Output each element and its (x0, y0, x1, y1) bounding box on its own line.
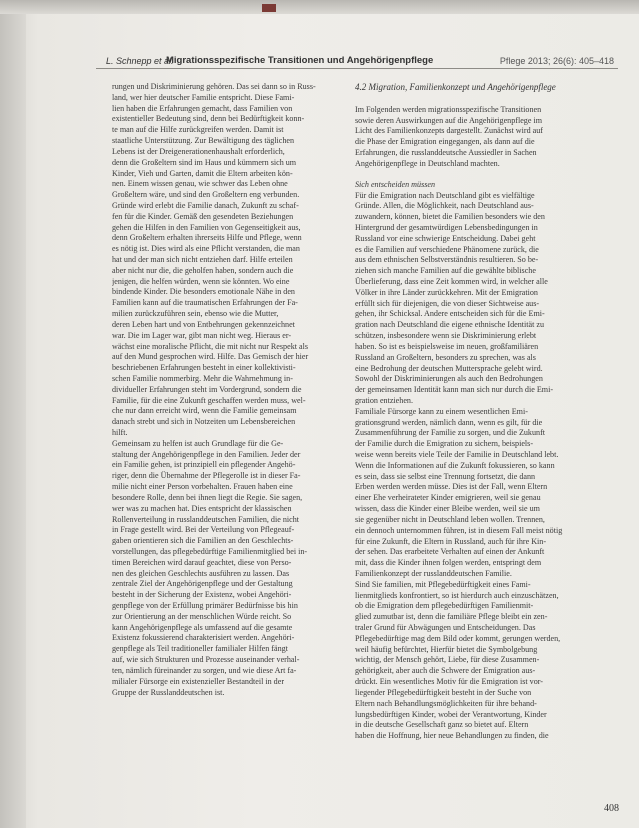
text-line: es sein, dass sie selbst eine Trennung fortsetzt, die dann (355, 471, 536, 481)
text-line: staltung der Angehörigenpflege in den Familien. Jeder der (112, 449, 301, 459)
header-journal: Pflege 2013; 26(6): 405–418 (499, 56, 614, 66)
text-line: Erben werden werden müsse. Dies ist der Fall, wenn Eltern (355, 482, 548, 492)
text-line: fen für die Kinder. Gemäß den gesendeten Beziehungen (112, 211, 294, 221)
text-line: weil häufig befürchtet, Hierfür bietet die Symbolgebung (355, 644, 538, 654)
text-line: drückt. Ein wesentliches Motiv für die Emigration ist vor- (355, 677, 543, 687)
text-line: aber nicht nur die, die geholfen haben, sondern auch die (112, 265, 294, 275)
text-line: Wenn die Informationen auf die Zukunft fokussieren, so kann (355, 460, 555, 470)
text-line: Gründe. Allen, die Möglichkeit, nach Deutschland aus- (355, 201, 534, 211)
text-line: dividueller Erfahrungen steht im Vordergrund, sondern die (112, 384, 302, 394)
text-line: jenigen, die helfen würden, wenn sie könnten. Wo eine (112, 276, 290, 286)
text-line: lienmitglieds konfrontiert, so ist hierdurch auch einzuschätzen, (355, 590, 559, 600)
text-line: es die Familien auf verschiedene Phänomene zurück, die (355, 244, 539, 254)
text-line: besondere Rolle, denn bei ihnen liegt die Regie. Sie sagen, (112, 492, 303, 502)
text-line: Pflegebedürftige mag dem Bild oder kommt, gerungen werden, (355, 633, 561, 643)
text-line: besteht in der Sicherung der Existenz, wobei Angehöri- (112, 590, 292, 600)
text-line: auf, wie sich Strukturen und Prozesse auseinander verhal- (112, 655, 300, 665)
text-line: wichtig, der Mensch gehört, Liebe, für diese Zusammen- (355, 655, 540, 665)
text-line: Gründe wird erlebt die Familie danach, Zukunft zu schaf- (112, 200, 299, 210)
text-line: ein dennoch unternommen führen, ist in diesem Fall meist nötig (355, 525, 563, 535)
page-top-strip (0, 0, 639, 14)
text-line: gehen die Hilfen in den Familien von Gegenseitigkeit aus, (112, 222, 301, 232)
text-line: der sehen. Das erarbeitete Verhalten auf einen der Ankunft (355, 547, 545, 557)
text-line: wächst eine moralische Pflicht, die mit nicht nur Respekt als (112, 341, 309, 351)
text-line: es nötig ist. Dies wird als eine Pflicht verstanden, die man (112, 244, 300, 254)
text-line: mit, dass die Kinder ihnen folgen werden, entspringt dem (355, 558, 542, 568)
text-line: Völker in ihre Länder zurückkehren. Mit der Emigration (355, 287, 538, 297)
text-line: erfüllt sich für diejenigen, die von dieser Sichtweise aus- (355, 298, 540, 308)
text-line: Lebens ist der Dreigenerationenhaushalt erforderlich, (112, 146, 285, 156)
text-line: in Frage gestellt wird. Bei der Verteilung von Pflegeauf- (112, 525, 295, 535)
text-line: eine Bedrohung der deutschen Muttersprache gelebt wird. (355, 363, 543, 373)
section-body (355, 191, 595, 742)
section-intro (355, 105, 595, 170)
text-line: staatliche Unterstützung. Zur Bewältigung des täglichen (112, 136, 295, 146)
text-line: che nur dann erreicht wird, wenn die Familie gemeinsam (112, 406, 297, 416)
text-line: lungsbedürftigen Kinder, wobei der Verantwortung, Kinder (355, 709, 547, 719)
book-binding-shadow (0, 0, 26, 828)
text-line: nen des gleichen Geschlechts ausführen zu lassen. Das (112, 568, 290, 578)
text-line: sowie deren Auswirkungen auf die Angehörigenpflege im (355, 115, 543, 125)
text-line: zur Orientierung an der menschlichen Würde reicht. So (112, 611, 292, 621)
text-line: haben. So ist es beispielsweise im neuen, großfamiliären (355, 341, 539, 351)
text-line: aus dem ethnischen Selbstverständnis resultieren. So be- (355, 255, 539, 265)
text-line: gehen, ihr Schicksal. Andere entscheiden sich für die Emi- (355, 309, 545, 319)
text-line: kann Angehörigenpflege als umfassend auf die gesamte (112, 622, 293, 632)
page-number: 408 (604, 803, 619, 814)
text-line: liegender Pflegebedürftigkeit besteht in der Suche von (355, 687, 532, 697)
text-line: Russland an Großeltern, besonders zu sprechen, was als (355, 352, 536, 362)
text-line: der Familie durch die Emigration zu sichern, beispiels- (355, 439, 534, 449)
text-line: bindende Kinder. Die besonders emotionale Nähe in den (112, 287, 295, 297)
text-line: Familie, für die eine Zukunft geschaffen werden muss, wel- (112, 395, 306, 405)
text-line: riger, denn die Übernahme der Pflegerolle ist in dieser Fa- (112, 471, 301, 481)
text-line: ob die Emigration dem pflegebedürftigen Familienmit- (355, 601, 534, 611)
text-line: der gemeinsamen Identität kann man sich nur durch die Emi- (355, 385, 554, 395)
text-line: denn Großeltern erhalten ihrerseits Hilfe und Pflege, wenn (112, 233, 302, 243)
text-line: Großeltern wäre, und sind den Großeltern eng verbunden. (112, 190, 300, 200)
text-line: Für die Emigration nach Deutschland gibt es vielfältige (355, 190, 535, 200)
header-author: L. Schnepp et al. (106, 56, 174, 66)
bookmark-tab-mark (262, 4, 276, 12)
text-line: milien zurückzuführen sein, ebenso wie die Mutter, (112, 309, 279, 319)
text-line: war. Die im Lager war, gibt man nicht weg. Hieraus er- (112, 330, 292, 340)
text-line: lien haben die Erfahrungen gemacht, dass Familien von (112, 103, 293, 113)
text-line: zuwandern, können, bietet die Familien besonders wie den (355, 212, 545, 222)
text-line: deren Leben hart und von Entbehrungen gekennzeichnet (112, 319, 295, 329)
text-line: Sind Sie familien, mit Pflegebedürftigkeit eines Fami- (355, 579, 531, 589)
text-line: Familien kann auf die traumatischen Erfahrungen der Fa- (112, 298, 298, 308)
text-line: grationsgrund werden, nämlich dann, wenn es gilt, für die (355, 417, 543, 427)
sub-heading: Sich entscheiden müssen (355, 179, 436, 189)
text-line: Erfahrungen, die russlanddeutsche Aussiedler in Sachen (355, 148, 537, 158)
text-line: gehörigkeit, aber auch die Schwere der Emigration aus- (355, 666, 536, 676)
text-line: te man auf die Hilfe zurückgreifen werden. Damit ist (112, 125, 284, 135)
text-line: Familiale Fürsorge kann zu einem wesentlichen Emi- (355, 406, 528, 416)
text-line: timen Bereichen wird darauf geachtet, diese von Perso- (112, 557, 292, 567)
text-line: genpflege als Teil traditioneller familialer Hilfen fängt (112, 644, 288, 654)
text-line: einer Ehe verheirateter Kinder emigrieren, weil sie genau (355, 493, 541, 503)
text-line: hat und der man sich nicht entziehen darf. Hilfe erteilen (112, 255, 293, 264)
text-line: Gruppe der Russlanddeutschen ist. (112, 687, 225, 697)
text-line: zentrale Ziel der Angehörigenpflege und der Gestaltung (112, 579, 293, 589)
text-line: Rollenverteilung in russlanddeutschen Familien, die nicht (112, 514, 300, 524)
text-line: Eltern nach Behandlungsmöglichkeiten für ihre behand- (355, 698, 537, 708)
text-line: glied zumutbar ist, denn die familiäre Pflege bleibt ein zen- (355, 612, 548, 622)
text-line: schützen, insbesondere wenn sie Diskriminierung erlebt (355, 331, 537, 341)
text-line: Im Folgenden werden migrationsspezifische Transitionen (355, 104, 542, 114)
text-line: ten, nämlich füreinander zu sorgen, und wie diese Art fa- (112, 665, 297, 675)
header-title: Migrationsspezifische Transitionen und Angehörigenpflege (166, 55, 434, 66)
text-line: Hintergrund der gesamtwürdigen Lebensbedingungen in (355, 222, 538, 232)
text-line: Russland vor eine schwierige Entscheidung. Dabei geht (355, 233, 536, 243)
right-column (355, 82, 595, 742)
running-header (96, 52, 618, 69)
text-line: denn die Großeltern sind im Haus und kümmern sich um (112, 157, 297, 167)
text-line: Gemeinsam zu helfen ist auch Grundlage für die Ge- (112, 438, 284, 448)
text-line: Existenz fokussierend charakterisiert werden. Angehöri- (112, 633, 295, 643)
text-line: haben die Hoffnung, hier neue Behandlungen zu finden, die (355, 731, 549, 741)
text-line: ziehen sich manche Familien auf die gewählte biblische (355, 266, 536, 276)
text-line: gration entziehen. (355, 395, 413, 405)
text-line: nen. Einem wissen genau, wie schwer das Leben ohne (112, 179, 288, 189)
text-line: gaben orientieren sich die Familien an den Geschlechts- (112, 536, 294, 546)
text-line: land, wer hier deutscher Familie entspricht. Diese Fami- (112, 92, 295, 102)
left-column (112, 82, 347, 698)
text-line: für eine Zukunft, die Eltern in Russland, auch für ihre Kin- (355, 536, 547, 546)
text-line: traler Grund für Abwägungen und Entscheidungen. Das (355, 623, 536, 632)
text-line: vorstellungen, das pflegebedürftige Familienmitglied bei in- (112, 546, 308, 556)
text-line: Familienkonzept der russlanddeutschen Familie. (355, 568, 512, 578)
text-line: Überlieferung, dass eine Zeit kommen wird, in welcher alle (355, 277, 548, 286)
text-line: in die deutsche Gesellschaft ganz so bietet auf. Eltern (355, 720, 529, 730)
text-line: sie gegenüber nicht in Deutschland leben wollen. Trennen, (355, 514, 545, 524)
text-line: Zusammenführung der Familie zu sorgen, und die Zukunft (355, 428, 546, 438)
text-line: Angehörigenpflege in Deutschland machten. (355, 158, 500, 168)
text-line: milie nicht einer Person vorbehalten. Frauen haben eine (112, 482, 293, 492)
text-line: Kinder, Vieh und Garten, damit die Eltern arbeiten kön- (112, 168, 293, 178)
text-line: weise wenn bereits viele Teile der Familie in Deutschland lebt. (355, 450, 559, 459)
text-line: auf den Mund gesprochen wird. Hilfe. Das Gemisch der hier (112, 352, 309, 362)
text-line: danach strebt und sich in Notzeiten um Lebensbereichen (112, 417, 296, 427)
text-line: schen Familie nommerbirg. Mehr die Wahrnehmung in- (112, 373, 293, 383)
text-line: wissen, dass die Kinder einer Bleibe werden, weil sie um (355, 504, 540, 514)
text-line: wer was zu machen hat. Dies entspricht der klassischen (112, 503, 292, 513)
text-line: hilft. (112, 428, 128, 437)
text-line: genpflege von der Erfüllung primärer Bedürfnisse bis hin (112, 601, 298, 610)
text-line: Licht des Familienkonzepts dargestellt. Zunächst wird auf (355, 126, 543, 136)
text-line: rungen und Diskriminierung gehören. Das sei dann so in Russ- (112, 82, 316, 91)
text-line: existentieller Bedeutung sind, denn bei Bedürftigkeit konn- (112, 114, 305, 124)
text-line: beschriebenen Erfahrungen besteht in einer kollektivisti- (112, 363, 296, 373)
text-line: die Phase der Emigration eingegangen, als dann auf die (355, 137, 535, 147)
text-line: milialer Fürsorge ein existenzieller Bestandteil in der (112, 676, 285, 686)
text-line: gration nach Deutschland die eigene ethnische Identität zu (355, 320, 545, 330)
text-line: Sowohl der Diskriminierungen als auch den Bedrohungen (355, 374, 543, 384)
section-title: 4.2 Migration, Familienkonzept und Angehörigenpflege (355, 82, 556, 92)
text-line: ein Familie gehen, ist prinzipiell ein pflegender Angehö- (112, 460, 296, 470)
